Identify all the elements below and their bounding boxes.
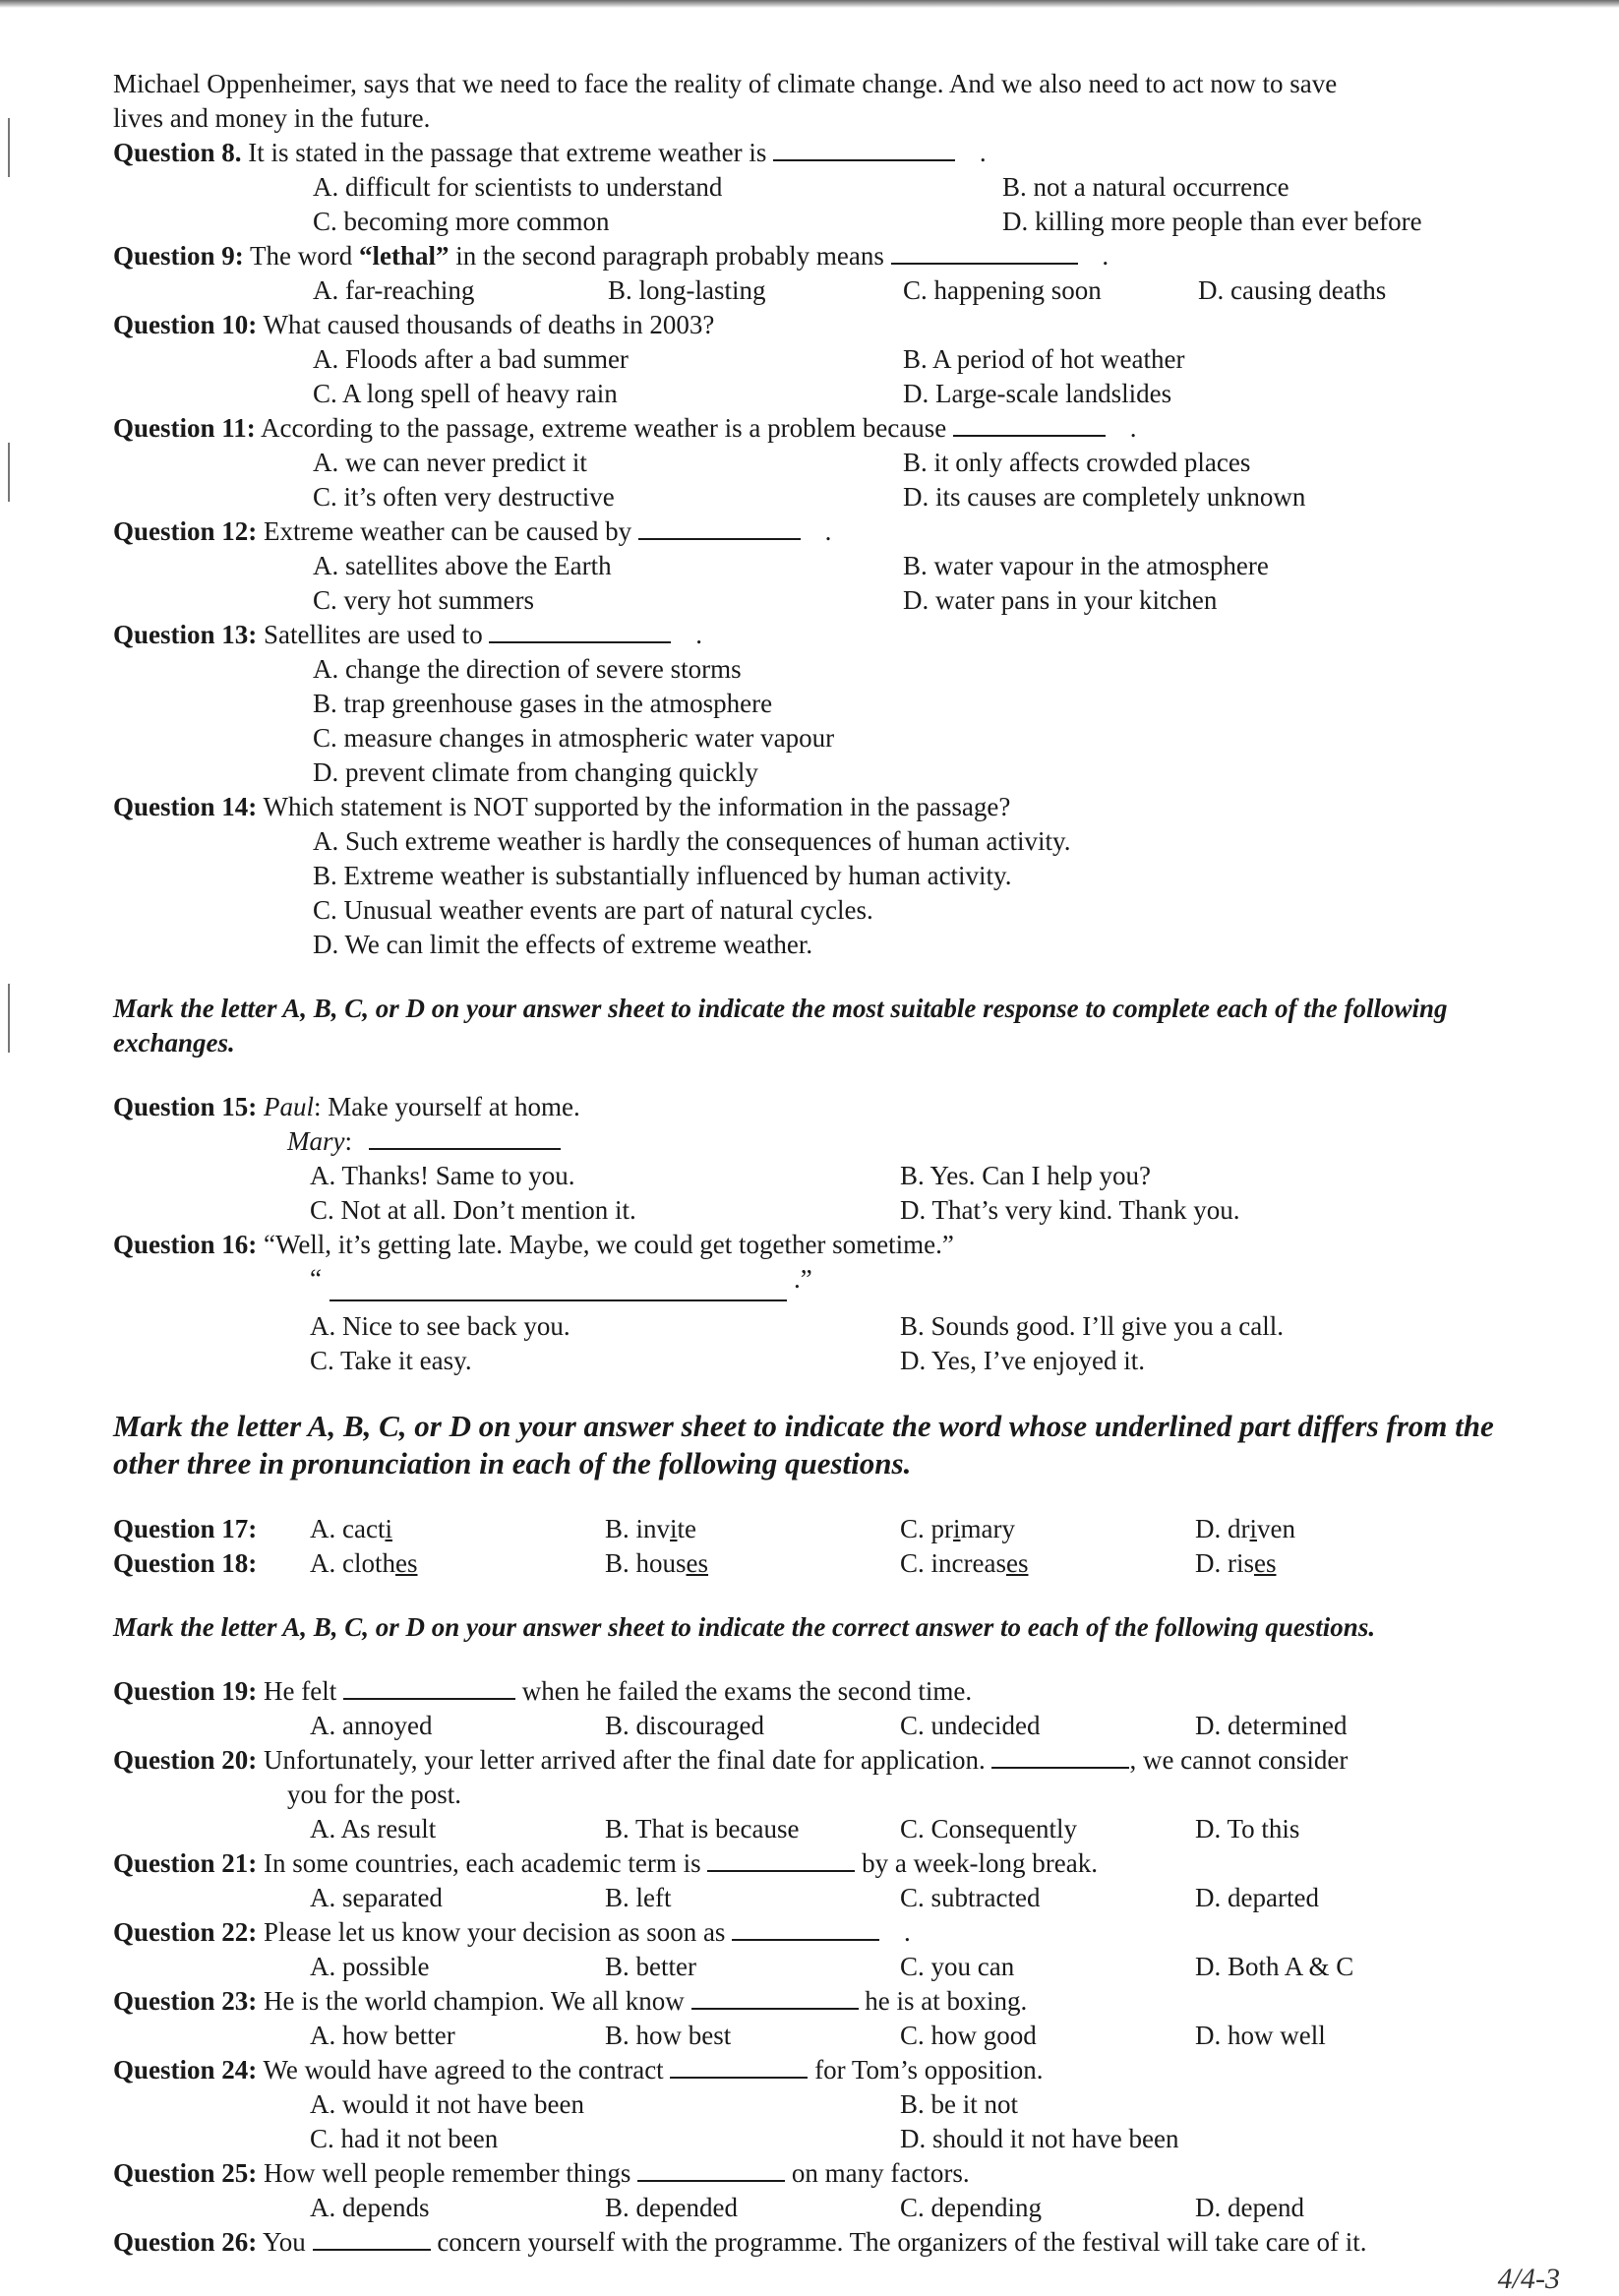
- question-stem: We would have agreed to the contract: [263, 2055, 664, 2085]
- answer-blank: [637, 2156, 785, 2182]
- option-c[interactable]: C. subtracted: [900, 1883, 1041, 1912]
- option-b[interactable]: B. be it not: [900, 2089, 1018, 2119]
- question-label: Question 10:: [113, 310, 258, 339]
- question-label: Question 23:: [113, 1986, 258, 2016]
- options-row: [113, 480, 1559, 514]
- question-25: [113, 2156, 1559, 2191]
- option-d[interactable]: D. determined: [1195, 1711, 1348, 1740]
- options-row: [113, 377, 1559, 411]
- option-b[interactable]: B. trap greenhouse gases in the atmosphere: [313, 689, 773, 718]
- options-row: [113, 755, 1559, 790]
- options-row: [113, 687, 1559, 721]
- question-label: Question 26:: [113, 2227, 258, 2257]
- question-label: Question 19:: [113, 1676, 258, 1706]
- option-b[interactable]: B. water vapour in the atmosphere: [903, 551, 1269, 580]
- option-c[interactable]: C. depending: [900, 2193, 1042, 2222]
- question-stem: he is at boxing.: [865, 1986, 1028, 2016]
- option-d[interactable]: D. its causes are completely unknown: [903, 482, 1306, 512]
- exam-page: [113, 67, 1559, 2260]
- options-row: [113, 2019, 1559, 2053]
- option-b[interactable]: B. That is because: [605, 1814, 800, 1843]
- option-d[interactable]: D. prevent climate from changing quickly: [313, 757, 758, 787]
- question-22: [113, 1915, 1559, 1950]
- answer-blank: [369, 1124, 561, 1150]
- question-label: Question 24:: [113, 2055, 258, 2085]
- question-10: [113, 308, 1559, 342]
- option-c[interactable]: [900, 1512, 1015, 1546]
- answer-blank: [489, 618, 671, 643]
- question-label: Question 16:: [113, 1230, 258, 1259]
- options-row: [113, 893, 1559, 928]
- option-b[interactable]: B. not a natural occurrence: [1002, 172, 1289, 202]
- question-label: Question 18:: [113, 1548, 258, 1578]
- instruction-exchanges: Mark the letter A, B, C, or D on your answer sheet to indicate the most suitable response to complete each of the following exchanges.: [113, 994, 1448, 1057]
- dialogue-response-line: [113, 1124, 1559, 1159]
- options-row: [113, 1950, 1559, 1984]
- option-d[interactable]: D. Both A & C: [1195, 1952, 1354, 1981]
- option-b[interactable]: [605, 1512, 696, 1546]
- question-stem: He is the world champion. We all know: [264, 1986, 685, 2016]
- passage-text: Michael Oppenheimer, says that we need to face the reality of climate change. And we also need to act now to save: [113, 69, 1338, 98]
- dialogue-colon: :: [344, 1126, 352, 1156]
- option-a[interactable]: A. difficult for scientists to understand: [313, 172, 723, 202]
- options-row: [113, 583, 1559, 618]
- option-c[interactable]: [900, 1546, 1028, 1581]
- options-row: [113, 1193, 1559, 1228]
- option-c[interactable]: C. happening soon: [903, 275, 1102, 305]
- underlined-part: es: [1254, 1548, 1277, 1578]
- question-20: [113, 1743, 1559, 1778]
- option-a[interactable]: A. possible: [310, 1952, 430, 1981]
- answer-blank: [313, 2225, 431, 2251]
- question-19: [113, 1674, 1559, 1709]
- question-stem: In some countries, each academic term is: [264, 1848, 701, 1878]
- options-row: [113, 1159, 1559, 1193]
- stem-end: .: [1129, 413, 1137, 443]
- question-stem: You: [263, 2227, 306, 2257]
- options-row: [113, 273, 1559, 308]
- option-d[interactable]: D. should it not have been: [900, 2124, 1179, 2153]
- question-23: [113, 1984, 1559, 2019]
- option-b[interactable]: [605, 1546, 708, 1581]
- underlined-part: es: [686, 1548, 709, 1578]
- option-a[interactable]: A. would it not have been: [310, 2089, 584, 2119]
- word-part: D. dr: [1195, 1514, 1250, 1543]
- option-d[interactable]: D. We can limit the effects of extreme weather.: [313, 930, 813, 959]
- option-c[interactable]: C. Unusual weather events are part of natural cycles.: [313, 895, 873, 925]
- question-15: [113, 1090, 1559, 1124]
- option-d[interactable]: D. Yes, I’ve enjoyed it.: [900, 1346, 1145, 1375]
- option-a[interactable]: A. Nice to see back you.: [310, 1311, 570, 1341]
- question-18: [113, 1546, 1559, 1581]
- question-26: [113, 2225, 1559, 2260]
- question-stem: “Well, it’s getting late. Maybe, we could get together sometime.”: [264, 1230, 954, 1259]
- question-24: [113, 2053, 1559, 2087]
- option-c[interactable]: C. it’s often very destructive: [313, 482, 615, 512]
- question-stem: Unfortunately, your letter arrived after the final date for application.: [264, 1745, 986, 1775]
- word-part: ven: [1257, 1514, 1295, 1543]
- response-blank-line: [113, 1262, 1559, 1309]
- options-row: [113, 859, 1559, 893]
- question-stem: The word: [250, 241, 353, 271]
- option-d[interactable]: [1195, 1512, 1295, 1546]
- answer-blank: [953, 411, 1106, 437]
- option-d[interactable]: D. Large-scale landslides: [903, 379, 1172, 408]
- answer-blank: [330, 1276, 787, 1301]
- underlined-part: i: [385, 1514, 392, 1543]
- option-b[interactable]: B. Extreme weather is substantially influenced by human activity.: [313, 861, 1012, 890]
- options-row: [113, 1881, 1559, 1915]
- option-b[interactable]: B. better: [605, 1952, 696, 1981]
- question-stem: How well people remember things: [264, 2158, 631, 2188]
- scan-margin-mark: [8, 984, 10, 1053]
- question-stem: you for the post.: [287, 1780, 461, 1809]
- stem-end: .: [824, 516, 832, 546]
- options-row: [113, 1344, 1559, 1378]
- option-a[interactable]: A. Such extreme weather is hardly the consequences of human activity.: [313, 826, 1071, 856]
- options-row: [113, 824, 1559, 859]
- option-d[interactable]: [1195, 1546, 1277, 1581]
- option-d[interactable]: D. departed: [1195, 1883, 1319, 1912]
- question-label: Question 11:: [113, 413, 256, 443]
- option-a[interactable]: A. Thanks! Same to you.: [310, 1161, 575, 1190]
- question-14: [113, 790, 1559, 824]
- option-c[interactable]: C. undecided: [900, 1711, 1041, 1740]
- passage-line: [113, 67, 1559, 101]
- underlined-part: es: [1005, 1548, 1029, 1578]
- option-c[interactable]: C. Consequently: [900, 1814, 1077, 1843]
- page-number: 4/4-3: [1497, 2263, 1560, 2295]
- options-row: [113, 2087, 1559, 2122]
- passage-line: [113, 101, 1559, 136]
- question-stem: It is stated in the passage that extreme weather is: [248, 138, 767, 167]
- option-a[interactable]: A. As result: [310, 1814, 437, 1843]
- options-row: [113, 205, 1559, 239]
- option-c[interactable]: C. A long spell of heavy rain: [313, 379, 618, 408]
- underlined-part: i: [1249, 1514, 1258, 1543]
- answer-blank: [638, 514, 801, 540]
- passage-text: lives and money in the future.: [113, 103, 431, 133]
- option-d[interactable]: D. That’s very kind. Thank you.: [900, 1195, 1240, 1225]
- instruction-pronunciation: Mark the letter A, B, C, or D on your answer sheet to indicate the word whose underlined part differs from the other three in pronunciation in each of the following questions.: [113, 1409, 1494, 1480]
- question-stem: Satellites are used to: [264, 620, 483, 649]
- question-stem: What caused thousands of deaths in 2003?: [263, 310, 715, 339]
- option-c[interactable]: C. had it not been: [310, 2124, 499, 2153]
- question-16: [113, 1228, 1559, 1262]
- option-c[interactable]: C. measure changes in atmospheric water vapour: [313, 723, 835, 753]
- keyword: “lethal”: [359, 241, 450, 271]
- option-d[interactable]: D. killing more people than ever before: [1002, 207, 1422, 236]
- option-c[interactable]: C. how good: [900, 2021, 1037, 2050]
- question-label: Question 17:: [113, 1514, 258, 1543]
- option-b[interactable]: B. long-lasting: [608, 275, 766, 305]
- option-b[interactable]: B. Yes. Can I help you?: [900, 1161, 1151, 1190]
- option-b[interactable]: B. Sounds good. I’ll give you a call.: [900, 1311, 1284, 1341]
- question-stem: Please let us know your decision as soon as: [264, 1917, 726, 1947]
- option-a[interactable]: [310, 1546, 418, 1581]
- option-a[interactable]: A. annoyed: [310, 1711, 433, 1740]
- question-label: Question 25:: [113, 2158, 258, 2188]
- question-8: [113, 136, 1559, 170]
- answer-blank: [343, 1674, 515, 1700]
- options-row: [113, 721, 1559, 755]
- answer-blank: [707, 1846, 855, 1872]
- question-stem: in the second paragraph probably means: [455, 241, 884, 271]
- word-part: B. hous: [605, 1548, 687, 1578]
- options-row: [113, 549, 1559, 583]
- stem-end: .: [695, 620, 702, 649]
- option-a[interactable]: A. Floods after a bad summer: [313, 344, 629, 374]
- option-a[interactable]: A. depends: [310, 2193, 430, 2222]
- scan-top-edge: [0, 0, 1619, 8]
- speaker-mary: Mary: [287, 1126, 345, 1156]
- answer-blank: [773, 136, 955, 161]
- question-17: [113, 1512, 1559, 1546]
- question-11: [113, 411, 1559, 446]
- stem-end: .: [1102, 241, 1109, 271]
- open-quote: “: [310, 1264, 322, 1294]
- options-row: [113, 2122, 1559, 2156]
- question-stem: Extreme weather can be caused by: [264, 516, 632, 546]
- stem-end: .: [903, 1917, 911, 1947]
- options-row: [113, 2191, 1559, 2225]
- option-c[interactable]: C. becoming more common: [313, 207, 610, 236]
- answer-blank: [732, 1915, 879, 1941]
- question-13: [113, 618, 1559, 652]
- option-a[interactable]: A. satellites above the Earth: [313, 551, 612, 580]
- option-c[interactable]: C. very hot summers: [313, 585, 534, 615]
- option-b[interactable]: B. it only affects crowded places: [903, 448, 1251, 477]
- word-part: A. cloth: [310, 1548, 395, 1578]
- underlined-part: i: [670, 1514, 678, 1543]
- dialogue-line: : Make yourself at home.: [314, 1092, 580, 1121]
- option-d[interactable]: D. causing deaths: [1198, 275, 1387, 305]
- stem-end: .: [979, 138, 987, 167]
- question-label: Question 14:: [113, 792, 258, 821]
- question-label: Question 15:: [113, 1092, 258, 1121]
- question-label: Question 22:: [113, 1917, 258, 1947]
- option-a[interactable]: [310, 1512, 392, 1546]
- option-b[interactable]: B. left: [605, 1883, 672, 1912]
- answer-blank: [691, 1984, 859, 2010]
- option-a[interactable]: A. we can never predict it: [313, 448, 587, 477]
- word-part: D. ris: [1195, 1548, 1254, 1578]
- answer-blank: [891, 239, 1078, 265]
- option-b[interactable]: B. discouraged: [605, 1711, 764, 1740]
- answer-blank: [670, 2053, 808, 2079]
- question-stem: on many factors.: [791, 2158, 970, 2188]
- options-row: [113, 1309, 1559, 1344]
- option-a[interactable]: A. how better: [310, 2021, 455, 2050]
- question-20-continued: [113, 1778, 1559, 1812]
- options-row: [113, 1812, 1559, 1846]
- word-part: te: [677, 1514, 697, 1543]
- options-row: [113, 342, 1559, 377]
- instruction-correct-answer: Mark the letter A, B, C, or D on your answer sheet to indicate the correct answer to each of the following questions.: [113, 1612, 1376, 1642]
- word-part: mary: [960, 1514, 1015, 1543]
- word-part: B. inv: [605, 1514, 671, 1543]
- question-label: Question 20:: [113, 1745, 258, 1775]
- speaker-paul: Paul: [264, 1092, 315, 1121]
- option-b[interactable]: B. depended: [605, 2193, 738, 2222]
- question-stem: , we cannot consider: [1129, 1745, 1349, 1775]
- option-d[interactable]: D. water pans in your kitchen: [903, 585, 1218, 615]
- question-label: Question 21:: [113, 1848, 258, 1878]
- question-9: [113, 239, 1559, 273]
- option-c[interactable]: C. Take it easy.: [310, 1346, 472, 1375]
- option-d[interactable]: D. To this: [1195, 1814, 1300, 1843]
- question-stem: by a week-long break.: [862, 1848, 1098, 1878]
- question-label: Question 13:: [113, 620, 258, 649]
- close-quote: .”: [794, 1264, 812, 1294]
- word-part: A. cact: [310, 1514, 386, 1543]
- question-stem: Which statement is NOT supported by the information in the passage?: [263, 792, 1011, 821]
- question-label: Question 9:: [113, 241, 244, 271]
- option-c[interactable]: C. Not at all. Don’t mention it.: [310, 1195, 636, 1225]
- scan-margin-mark: [8, 118, 10, 177]
- option-b[interactable]: B. how best: [605, 2021, 732, 2050]
- question-21: [113, 1846, 1559, 1881]
- options-row: [113, 652, 1559, 687]
- question-stem: According to the passage, extreme weather is a problem because: [261, 413, 947, 443]
- question-12: [113, 514, 1559, 549]
- word-part: C. increas: [900, 1548, 1006, 1578]
- options-row: [113, 928, 1559, 962]
- option-a[interactable]: A. far-reaching: [313, 275, 475, 305]
- option-b[interactable]: B. A period of hot weather: [903, 344, 1185, 374]
- option-c[interactable]: C. you can: [900, 1952, 1015, 1981]
- question-stem: concern yourself with the programme. The organizers of the festival will take care of it.: [437, 2227, 1367, 2257]
- option-d[interactable]: D. depend: [1195, 2193, 1304, 2222]
- answer-blank: [991, 1743, 1129, 1769]
- question-label: Question 8.: [113, 138, 242, 167]
- options-row: [113, 1709, 1559, 1743]
- word-part: C. pr: [900, 1514, 953, 1543]
- options-row: [113, 170, 1559, 205]
- question-stem: when he failed the exams the second time.: [521, 1676, 973, 1706]
- options-row: [113, 446, 1559, 480]
- option-a[interactable]: A. change the direction of severe storms: [313, 654, 742, 684]
- underlined-part: i: [953, 1514, 961, 1543]
- underlined-part: es: [395, 1548, 418, 1578]
- question-label: Question 12:: [113, 516, 258, 546]
- question-stem: He felt: [264, 1676, 337, 1706]
- scan-margin-mark: [8, 443, 10, 502]
- option-a[interactable]: A. separated: [310, 1883, 443, 1912]
- option-d[interactable]: D. how well: [1195, 2021, 1326, 2050]
- question-stem: for Tom’s opposition.: [814, 2055, 1044, 2085]
